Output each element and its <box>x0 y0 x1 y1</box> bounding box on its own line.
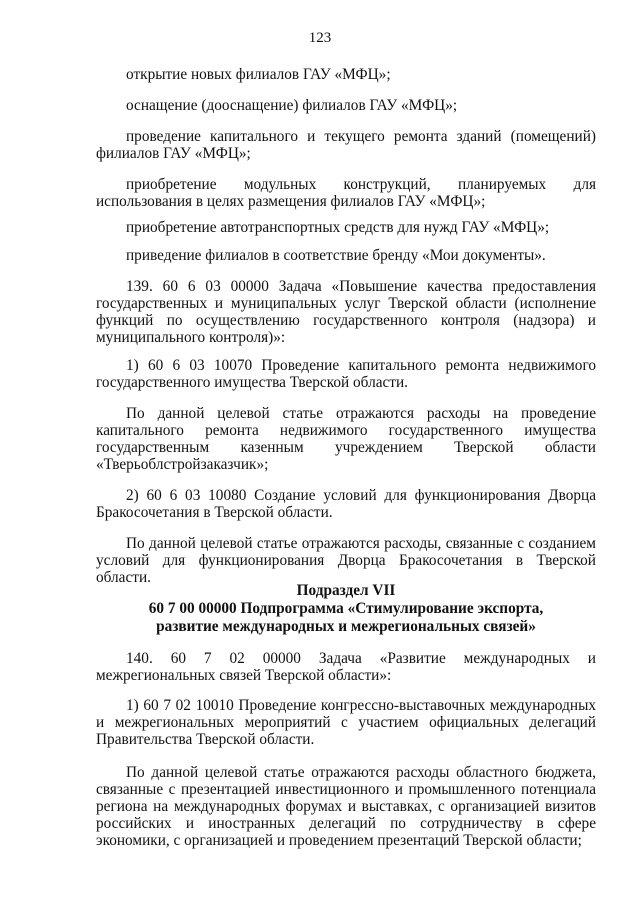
heading-line: 60 7 00 00000 Подпрограмма «Стимулирование экспорта, <box>148 600 544 617</box>
paragraph: 139. 60 6 03 00000 Задача «Повышение качества предоставления государственных и муниципальных услуг Тверской области (исполнение функций по осуществлению государственного контроля (надзора) и муниципального контроля)»: <box>96 278 596 346</box>
paragraph: 140. 60 7 02 00000 Задача «Развитие международных и межрегиональных связей Тверской области»: <box>96 650 596 684</box>
paragraph: приобретение автотранспортных средств для нужд ГАУ «МФЦ»; <box>126 219 550 236</box>
paragraph: По данной целевой статье отражаются расходы на проведение капитального ремонта недвижимого государственного имущества государственным казенным учреждением Тверской области «Тверьоблстройзаказчик»; <box>96 405 596 473</box>
subsection-heading <box>96 582 596 636</box>
heading-line: развитие международных и межрегиональных связей» <box>156 618 536 635</box>
paragraph: приведение филиалов в соответствие бренду «Мои документы». <box>126 247 546 264</box>
paragraph: 2) 60 6 03 10080 Создание условий для функционирования Дворца Бракосочетания в Тверской области. <box>96 487 596 521</box>
paragraph: открытие новых филиалов ГАУ «МФЦ»; <box>126 66 391 83</box>
paragraph: По данной целевой статье отражаются расходы областного бюджета, связанные с презентацией инвестиционного и промышленного потенциала региона на международных форумах и выставках, с организацией визитов российских и иностранных делегаций по сотрудничеству в сфере экономики, с организацией и проведением презентаций Тверской области; <box>96 764 596 849</box>
paragraph: 1) 60 7 02 10010 Проведение конгрессно-выставочных международных и межрегиональных мероприятий с участием официальных делегаций Правительства Тверской области. <box>96 697 596 748</box>
paragraph: 1) 60 6 03 10070 Проведение капитального ремонта недвижимого государственного имущества Тверской области. <box>96 357 596 391</box>
page-number: 123 <box>308 30 332 46</box>
paragraph: По данной целевой статье отражаются расходы, связанные с созданием условий для функционирования Дворца Бракосочетания в Тверской области. <box>96 535 596 586</box>
paragraph: приобретение модульных конструкций, планируемых для использования в целях размещения филиалов ГАУ «МФЦ»; <box>96 176 596 210</box>
paragraph: проведение капитального и текущего ремонта зданий (помещений) филиалов ГАУ «МФЦ»; <box>96 128 596 162</box>
heading-line: Подраздел VII <box>296 582 396 599</box>
paragraph: оснащение (дооснащение) филиалов ГАУ «МФЦ»; <box>126 97 458 114</box>
